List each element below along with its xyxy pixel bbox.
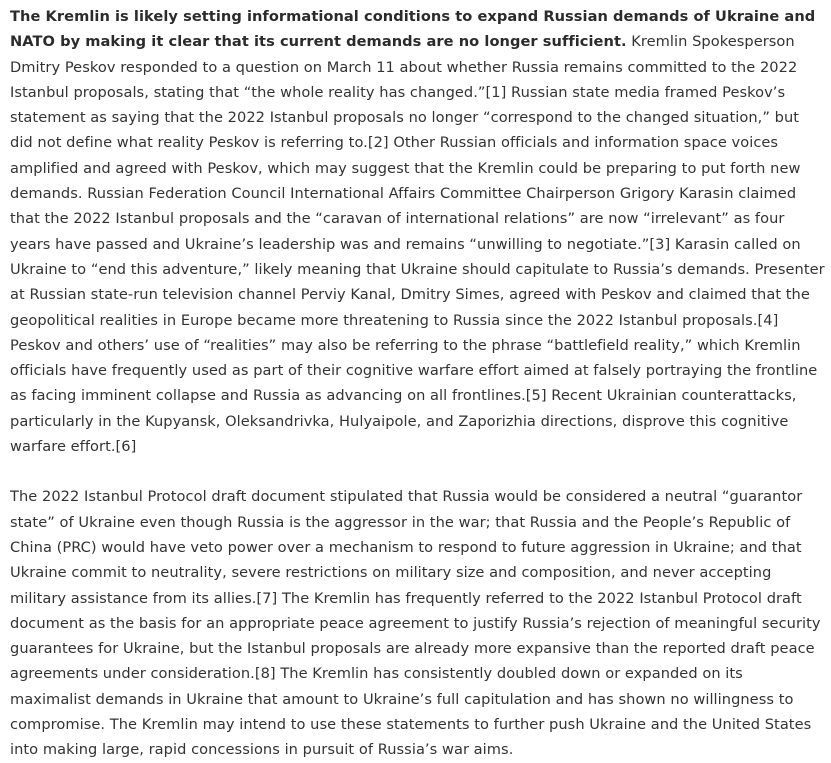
paragraph-istanbul-protocol [10, 484, 825, 762]
paragraph-body-text: Kremlin Spokesperson Dmitry Peskov responded to a question on March 11 about whether Russia remains committed to the 2022 Istanbul proposals, stating that “the whole reality has changed.”[1] Russian state media framed Peskov’s statement as saying that the 2022 Istanbul proposals no longer “correspond to the changed situation,” but did not define what reality Peskov is referring to.[2] Other Russian officials and information space voices amplified and agreed with Peskov, which may suggest that the Kremlin could be preparing to put forth new demands. Russian Federation Council International Affairs Committee Chairperson Grigory Karasin claimed that the 2022 Istanbul proposals and the “caravan of international relations” are now “irrelevant” as four years have passed and Ukraine’s leadership was and remains “unwilling to negotiate.”[3] Karasin called on Ukraine to “end this adventure,” likely meaning that Ukraine should capitulate to Russia’s demands. Presenter at Russian state-run television channel Perviy Kanal, Dmitry Simes, agreed with Peskov and claimed that the geopolitical realities in Europe became more threatening to Russia since the 2022 Istanbul proposals.[4] Peskov and others’ use of “realities” may also be referring to the phrase “battlefield reality,” which Kremlin officials have frequently used as part of their cognitive warfare effort aimed at falsely portraying the frontline as facing imminent collapse and Russia as advancing on all frontlines.[5] Recent Ukrainian counterattacks, particularly in the Kupyansk, Oleksandrivka, Hulyaipole, and Zaporizhia directions, disprove this cognitive warfare effort.[6] [10, 33, 825, 456]
paragraph-body-text: The 2022 Istanbul Protocol draft document stipulated that Russia would be considered a neutral “guarantor state” of Ukraine even though Russia is the aggressor in the war; that Russia and the People’s Republic of China (PRC) would have veto power over a mechanism to respond to future aggression in Ukraine; and that Ukraine commit to neutrality, severe restrictions on military size and composition, and never accepting military assistance from its allies.[7] The Kremlin has frequently referred to the 2022 Istanbul Protocol draft document as the basis for an appropriate peace agreement to justify Russia’s rejection of meaningful security guarantees for Ukraine, but the Istanbul proposals are already more expansive than the reported draft peace agreements under consideration.[8] The Kremlin has consistently doubled down or expanded on its maximalist demands in Ukraine that amount to Ukraine’s full capitulation and has shown no willingness to compromise. The Kremlin may intend to use these statements to further push Ukraine and the United States into making large, rapid concessions in pursuit of Russia’s war aims. [10, 488, 821, 759]
paragraph-kremlin-demands [10, 4, 825, 459]
paragraph-lead-sentence: The Kremlin is likely setting informational conditions to expand Russian demands of Ukraine and NATO by making it clear that its current demands are no longer sufficient. [10, 8, 816, 51]
